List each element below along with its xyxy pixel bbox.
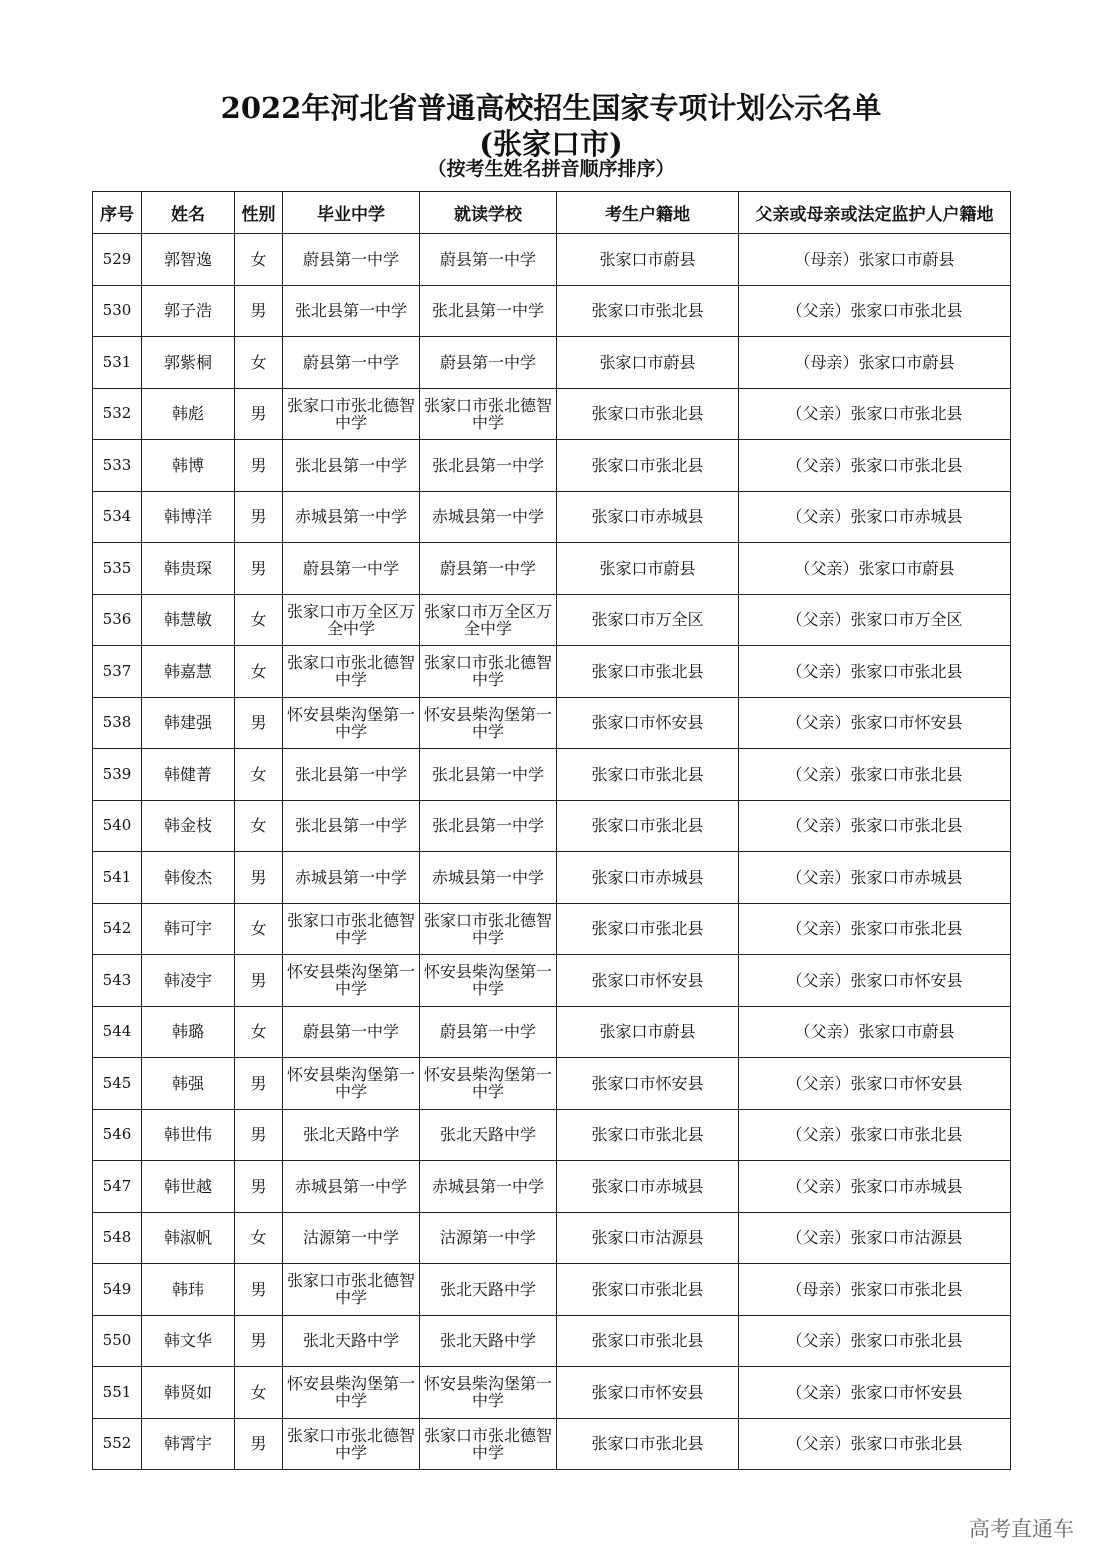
cell-sex: 女	[235, 594, 283, 646]
cell-current-school: 蔚县第一中学	[420, 234, 557, 286]
cell-name: 韩贵琛	[142, 543, 235, 595]
cell-hukou: 张家口市张北县	[557, 285, 739, 337]
cell-parent-place: 张家口市沽源县	[850, 1228, 963, 1248]
table-row	[93, 646, 1011, 698]
cell-name: 韩玮	[142, 1264, 235, 1316]
cell-grad-school: 张家口市张北德智中学	[283, 646, 420, 698]
cell-name: 郭智逸	[142, 234, 235, 286]
cell-parent-hukou: （父亲）张家口市张北县	[739, 388, 1011, 440]
cell-hukou: 张家口市怀安县	[557, 955, 739, 1007]
cell-parent-place: 张家口市张北县	[850, 919, 963, 939]
cell-no: 549	[93, 1264, 142, 1316]
cell-parent-hukou: （父亲）张家口市赤城县	[739, 852, 1011, 904]
cell-parent-relation: 父亲	[802, 867, 835, 887]
table-row	[93, 1161, 1011, 1213]
cell-parent-relation: 父亲	[802, 1382, 835, 1402]
cell-parent-place: 张家口市万全区	[850, 610, 963, 630]
cell-sex: 女	[235, 1212, 283, 1264]
cell-grad-school: 张北县第一中学	[283, 440, 420, 492]
cell-name: 韩金枝	[142, 800, 235, 852]
cell-hukou: 张家口市张北县	[557, 800, 739, 852]
cell-hukou: 张家口市蔚县	[557, 234, 739, 286]
cell-current-school: 怀安县柴沟堡第一中学	[420, 697, 557, 749]
cell-current-school: 张家口市张北德智中学	[420, 1418, 557, 1470]
cell-current-school: 张北天路中学	[420, 1315, 557, 1367]
cell-parent-place: 张家口市张北县	[850, 661, 963, 681]
table-row	[93, 1264, 1011, 1316]
header-name: 姓名	[142, 192, 235, 234]
cell-parent-place: 张家口市怀安县	[850, 713, 963, 733]
cell-parent-relation: 父亲	[802, 301, 835, 321]
cell-parent-relation: 父亲	[802, 507, 835, 527]
cell-hukou: 张家口市张北县	[557, 388, 739, 440]
cell-parent-hukou: （父亲）张家口市怀安县	[739, 955, 1011, 1007]
cell-sex: 女	[235, 337, 283, 389]
cell-grad-school: 张北县第一中学	[283, 800, 420, 852]
cell-grad-school: 蔚县第一中学	[283, 337, 420, 389]
cell-parent-relation: 父亲	[802, 1331, 835, 1351]
cell-parent-relation: 父亲	[802, 764, 835, 784]
cell-sex: 女	[235, 234, 283, 286]
cell-grad-school: 怀安县柴沟堡第一中学	[283, 1367, 420, 1419]
table-row	[93, 440, 1011, 492]
cell-current-school: 张家口市万全区万全中学	[420, 594, 557, 646]
cell-parent-hukou: （父亲）张家口市蔚县	[739, 543, 1011, 595]
cell-sex: 男	[235, 1058, 283, 1110]
cell-sex: 女	[235, 800, 283, 852]
cell-name: 韩贤如	[142, 1367, 235, 1419]
cell-grad-school: 赤城县第一中学	[283, 852, 420, 904]
cell-sex: 女	[235, 1367, 283, 1419]
cell-name: 韩博	[142, 440, 235, 492]
cell-grad-school: 赤城县第一中学	[283, 491, 420, 543]
cell-no: 532	[93, 388, 142, 440]
cell-no: 539	[93, 749, 142, 801]
table-row	[93, 1212, 1011, 1264]
cell-current-school: 张北县第一中学	[420, 285, 557, 337]
cell-parent-hukou: （父亲）张家口市蔚县	[739, 1006, 1011, 1058]
cell-sex: 男	[235, 543, 283, 595]
cell-name: 韩嘉慧	[142, 646, 235, 698]
cell-current-school: 蔚县第一中学	[420, 1006, 557, 1058]
watermark: 高考直通车	[969, 1517, 1074, 1541]
cell-parent-place: 张家口市张北县	[850, 404, 963, 424]
cell-parent-relation: 母亲	[810, 249, 843, 269]
cell-name: 郭紫桐	[142, 337, 235, 389]
table-row	[93, 1418, 1011, 1470]
cell-sex: 女	[235, 1006, 283, 1058]
cell-name: 韩文华	[142, 1315, 235, 1367]
cell-parent-place: 张家口市蔚县	[858, 249, 955, 269]
cell-parent-hukou: （父亲）张家口市张北县	[739, 646, 1011, 698]
cell-parent-place: 张家口市张北县	[850, 301, 963, 321]
table-row	[93, 491, 1011, 543]
cell-name: 韩凌宇	[142, 955, 235, 1007]
cell-no: 542	[93, 903, 142, 955]
cell-parent-hukou: （父亲）张家口市张北县	[739, 800, 1011, 852]
cell-parent-place: 张家口市张北县	[850, 764, 963, 784]
cell-parent-hukou: （父亲）张家口市张北县	[739, 285, 1011, 337]
table-body	[93, 234, 1011, 1470]
cell-parent-hukou: （父亲）张家口市赤城县	[739, 491, 1011, 543]
cell-current-school: 蔚县第一中学	[420, 337, 557, 389]
cell-current-school: 蔚县第一中学	[420, 543, 557, 595]
header-sex: 性别	[235, 192, 283, 234]
cell-parent-relation: 父亲	[802, 816, 835, 836]
cell-name: 韩淑帆	[142, 1212, 235, 1264]
cell-grad-school: 张北县第一中学	[283, 749, 420, 801]
cell-grad-school: 张北天路中学	[283, 1315, 420, 1367]
cell-parent-hukou: （父亲）张家口市万全区	[739, 594, 1011, 646]
cell-grad-school: 蔚县第一中学	[283, 234, 420, 286]
cell-parent-hukou: （父亲）张家口市沽源县	[739, 1212, 1011, 1264]
cell-name: 韩建强	[142, 697, 235, 749]
cell-name: 郭子浩	[142, 285, 235, 337]
cell-no: 536	[93, 594, 142, 646]
cell-grad-school: 怀安县柴沟堡第一中学	[283, 955, 420, 1007]
cell-parent-relation: 父亲	[802, 661, 835, 681]
cell-parent-relation: 父亲	[802, 455, 835, 475]
cell-parent-place: 张家口市张北县	[850, 816, 963, 836]
cell-parent-hukou: （父亲）张家口市张北县	[739, 903, 1011, 955]
cell-name: 韩强	[142, 1058, 235, 1110]
cell-grad-school: 蔚县第一中学	[283, 543, 420, 595]
cell-current-school: 张北县第一中学	[420, 749, 557, 801]
cell-parent-relation: 母亲	[810, 352, 843, 372]
header-grad-school: 毕业中学	[283, 192, 420, 234]
cell-sex: 女	[235, 646, 283, 698]
cell-parent-place: 张家口市怀安县	[850, 1382, 963, 1402]
cell-no: 538	[93, 697, 142, 749]
cell-name: 韩俊杰	[142, 852, 235, 904]
cell-parent-place: 张家口市张北县	[850, 455, 963, 475]
cell-current-school: 赤城县第一中学	[420, 852, 557, 904]
table-row	[93, 697, 1011, 749]
page-subtitle: (张家口市)	[479, 127, 623, 161]
cell-parent-place: 张家口市张北县	[850, 1331, 963, 1351]
cell-parent-hukou: （母亲）张家口市蔚县	[739, 234, 1011, 286]
cell-parent-place: 张家口市怀安县	[850, 1073, 963, 1093]
cell-hukou: 张家口市张北县	[557, 1418, 739, 1470]
cell-no: 533	[93, 440, 142, 492]
cell-grad-school: 张家口市张北德智中学	[283, 1264, 420, 1316]
table-row	[93, 800, 1011, 852]
page-title: 2022年河北省普通高校招生国家专项计划公示名单	[220, 91, 882, 125]
table-row	[93, 1109, 1011, 1161]
cell-parent-place: 张家口市怀安县	[850, 970, 963, 990]
cell-grad-school: 蔚县第一中学	[283, 1006, 420, 1058]
cell-parent-relation: 父亲	[802, 970, 835, 990]
cell-parent-hukou: （父亲）张家口市张北县	[739, 749, 1011, 801]
table-row	[93, 749, 1011, 801]
cell-grad-school: 张北县第一中学	[283, 285, 420, 337]
table-row	[93, 285, 1011, 337]
table-header-row	[93, 192, 1011, 234]
cell-no: 540	[93, 800, 142, 852]
cell-grad-school: 张家口市张北德智中学	[283, 1418, 420, 1470]
cell-no: 534	[93, 491, 142, 543]
cell-hukou: 张家口市赤城县	[557, 1161, 739, 1213]
cell-hukou: 张家口市赤城县	[557, 491, 739, 543]
cell-hukou: 张家口市蔚县	[557, 337, 739, 389]
cell-no: 544	[93, 1006, 142, 1058]
cell-name: 韩彪	[142, 388, 235, 440]
header-parent-hukou: 父亲或母亲或法定监护人户籍地	[739, 192, 1011, 234]
cell-hukou: 张家口市怀安县	[557, 1058, 739, 1110]
cell-hukou: 张家口市蔚县	[557, 1006, 739, 1058]
cell-no: 529	[93, 234, 142, 286]
cell-name: 韩璐	[142, 1006, 235, 1058]
cell-name: 韩可宇	[142, 903, 235, 955]
cell-no: 537	[93, 646, 142, 698]
table-row	[93, 955, 1011, 1007]
cell-no: 535	[93, 543, 142, 595]
table-row	[93, 234, 1011, 286]
cell-parent-place: 张家口市赤城县	[850, 507, 963, 527]
cell-parent-relation: 父亲	[802, 1434, 835, 1454]
cell-hukou: 张家口市张北县	[557, 646, 739, 698]
cell-parent-relation: 父亲	[802, 919, 835, 939]
table-row	[93, 1367, 1011, 1419]
cell-parent-relation: 父亲	[810, 1022, 843, 1042]
cell-sex: 男	[235, 388, 283, 440]
cell-parent-relation: 父亲	[802, 1073, 835, 1093]
cell-current-school: 赤城县第一中学	[420, 1161, 557, 1213]
cell-no: 545	[93, 1058, 142, 1110]
cell-hukou: 张家口市怀安县	[557, 697, 739, 749]
cell-parent-hukou: （父亲）张家口市张北县	[739, 440, 1011, 492]
cell-parent-relation: 父亲	[802, 1228, 835, 1248]
cell-parent-hukou: （父亲）张家口市张北县	[739, 1418, 1011, 1470]
cell-parent-relation: 父亲	[802, 713, 835, 733]
table-row	[93, 1058, 1011, 1110]
cell-sex: 女	[235, 903, 283, 955]
cell-parent-hukou: （父亲）张家口市张北县	[739, 1109, 1011, 1161]
cell-parent-relation: 父亲	[802, 1176, 835, 1196]
cell-name: 韩健菁	[142, 749, 235, 801]
cell-current-school: 怀安县柴沟堡第一中学	[420, 955, 557, 1007]
cell-no: 531	[93, 337, 142, 389]
table-row	[93, 1006, 1011, 1058]
cell-current-school: 张家口市张北德智中学	[420, 903, 557, 955]
cell-name: 韩慧敏	[142, 594, 235, 646]
table-row	[93, 337, 1011, 389]
cell-name: 韩博洋	[142, 491, 235, 543]
cell-sex: 女	[235, 749, 283, 801]
cell-parent-hukou: （母亲）张家口市蔚县	[739, 337, 1011, 389]
cell-hukou: 张家口市张北县	[557, 1315, 739, 1367]
cell-current-school: 张北天路中学	[420, 1264, 557, 1316]
cell-grad-school: 张家口市张北德智中学	[283, 903, 420, 955]
cell-no: 550	[93, 1315, 142, 1367]
cell-parent-place: 张家口市张北县	[850, 1125, 963, 1145]
cell-parent-hukou: （父亲）张家口市怀安县	[739, 697, 1011, 749]
cell-parent-hukou: （父亲）张家口市张北县	[739, 1315, 1011, 1367]
cell-grad-school: 怀安县柴沟堡第一中学	[283, 697, 420, 749]
cell-no: 546	[93, 1109, 142, 1161]
table-row	[93, 543, 1011, 595]
table-row	[93, 388, 1011, 440]
header-hukou: 考生户籍地	[557, 192, 739, 234]
cell-current-school: 张家口市张北德智中学	[420, 388, 557, 440]
cell-hukou: 张家口市张北县	[557, 440, 739, 492]
cell-name: 韩世伟	[142, 1109, 235, 1161]
table-row	[93, 852, 1011, 904]
cell-hukou: 张家口市张北县	[557, 903, 739, 955]
sort-note: （按考生姓名拼音顺序排序）	[427, 158, 675, 180]
cell-parent-hukou: （父亲）张家口市怀安县	[739, 1367, 1011, 1419]
cell-sex: 男	[235, 697, 283, 749]
cell-no: 541	[93, 852, 142, 904]
cell-name: 韩霄宇	[142, 1418, 235, 1470]
cell-parent-relation: 父亲	[802, 404, 835, 424]
cell-hukou: 张家口市怀安县	[557, 1367, 739, 1419]
cell-grad-school: 赤城县第一中学	[283, 1161, 420, 1213]
cell-current-school: 怀安县柴沟堡第一中学	[420, 1367, 557, 1419]
cell-hukou: 张家口市蔚县	[557, 543, 739, 595]
cell-sex: 男	[235, 1264, 283, 1316]
cell-hukou: 张家口市万全区	[557, 594, 739, 646]
cell-sex: 男	[235, 955, 283, 1007]
cell-current-school: 怀安县柴沟堡第一中学	[420, 1058, 557, 1110]
cell-grad-school: 怀安县柴沟堡第一中学	[283, 1058, 420, 1110]
table-row	[93, 594, 1011, 646]
cell-grad-school: 张北天路中学	[283, 1109, 420, 1161]
cell-parent-hukou: （母亲）张家口市张北县	[739, 1264, 1011, 1316]
cell-parent-hukou: （父亲）张家口市怀安县	[739, 1058, 1011, 1110]
cell-parent-place: 张家口市蔚县	[858, 352, 955, 372]
cell-current-school: 赤城县第一中学	[420, 491, 557, 543]
cell-sex: 男	[235, 1109, 283, 1161]
cell-current-school: 张北天路中学	[420, 1109, 557, 1161]
cell-parent-relation: 父亲	[802, 610, 835, 630]
cell-parent-place: 张家口市赤城县	[850, 867, 963, 887]
cell-hukou: 张家口市沽源县	[557, 1212, 739, 1264]
cell-parent-place: 张家口市蔚县	[858, 1022, 955, 1042]
cell-name: 韩世越	[142, 1161, 235, 1213]
cell-parent-place: 张家口市张北县	[850, 1434, 963, 1454]
cell-parent-hukou: （父亲）张家口市赤城县	[739, 1161, 1011, 1213]
cell-hukou: 张家口市张北县	[557, 1264, 739, 1316]
cell-sex: 男	[235, 1418, 283, 1470]
cell-parent-relation: 父亲	[802, 1125, 835, 1145]
cell-parent-place: 张家口市赤城县	[850, 1176, 963, 1196]
header-no: 序号	[93, 192, 142, 234]
cell-sex: 男	[235, 285, 283, 337]
cell-sex: 男	[235, 1315, 283, 1367]
cell-sex: 男	[235, 1161, 283, 1213]
cell-no: 551	[93, 1367, 142, 1419]
table-row	[93, 903, 1011, 955]
cell-parent-relation: 父亲	[810, 558, 843, 578]
cell-no: 530	[93, 285, 142, 337]
cell-parent-relation: 母亲	[802, 1279, 835, 1299]
header-current-school: 就读学校	[420, 192, 557, 234]
cell-parent-place: 张家口市张北县	[850, 1279, 963, 1299]
cell-grad-school: 张家口市万全区万全中学	[283, 594, 420, 646]
cell-sex: 男	[235, 440, 283, 492]
cell-current-school: 张家口市张北德智中学	[420, 646, 557, 698]
cell-no: 543	[93, 955, 142, 1007]
cell-no: 548	[93, 1212, 142, 1264]
cell-grad-school: 张家口市张北德智中学	[283, 388, 420, 440]
cell-parent-place: 张家口市蔚县	[858, 558, 955, 578]
cell-sex: 男	[235, 852, 283, 904]
cell-grad-school: 沽源第一中学	[283, 1212, 420, 1264]
cell-current-school: 张北县第一中学	[420, 800, 557, 852]
roster-table	[92, 191, 1011, 1470]
cell-hukou: 张家口市张北县	[557, 1109, 739, 1161]
cell-hukou: 张家口市张北县	[557, 749, 739, 801]
cell-hukou: 张家口市赤城县	[557, 852, 739, 904]
table-row	[93, 1315, 1011, 1367]
cell-current-school: 张北县第一中学	[420, 440, 557, 492]
cell-current-school: 沽源第一中学	[420, 1212, 557, 1264]
cell-no: 552	[93, 1418, 142, 1470]
cell-sex: 男	[235, 491, 283, 543]
cell-no: 547	[93, 1161, 142, 1213]
